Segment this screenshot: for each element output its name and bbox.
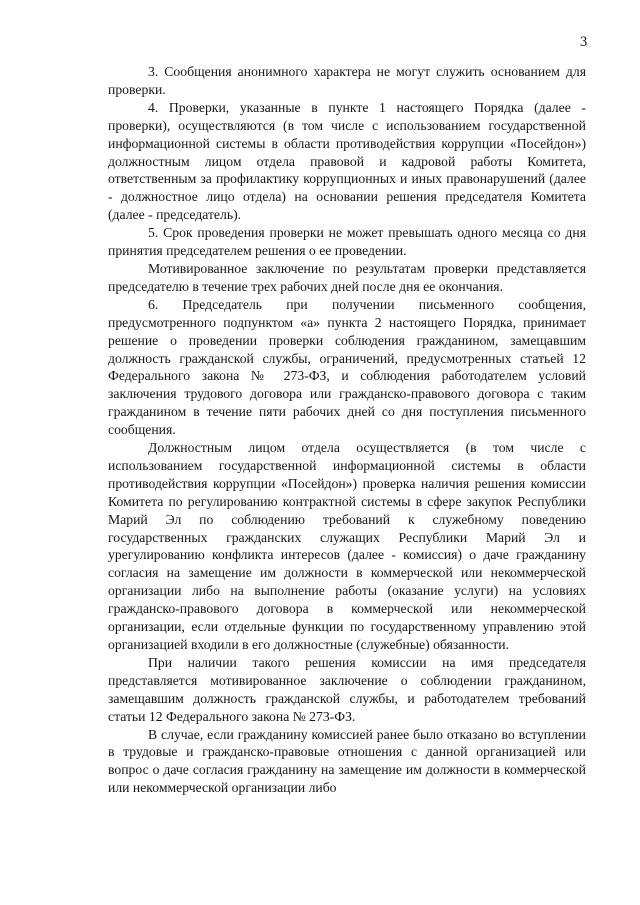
paragraph-inspection-term: 5. Срок проведения проверки не может превышать одного месяца со дня принятия председателем решения о ее проведении. bbox=[108, 225, 586, 259]
paragraph-commission-decision: При наличии такого решения комиссии на имя председателя представляется мотивированное заключение о соблюдении гражданином, замещавшим должность гражданской службы, и работодателем требований статьи 12 Федерального закона № 273-ФЗ. bbox=[108, 654, 586, 724]
page-number: 3 bbox=[580, 34, 588, 50]
paragraph-anonymous-messages: 3. Сообщения анонимного характера не могут служить основанием для проверки. bbox=[108, 64, 586, 97]
paragraph-refusal-case: В случае, если гражданину комиссией ранее было отказано во вступлении в трудовые и гражданско-правовые отношения с данной организацией или вопрос о даче согласия гражданину на замещение им должности в коммерческой или некоммерческой организации либо bbox=[108, 726, 586, 796]
paragraph-inspections-conducted: 4. Проверки, указанные в пункте 1 настоящего Порядка (далее - проверки), осуществляются (в том числе с использованием государственной информационной системы в области противодействия коррупции «Посейдон») должностным лицом отдела правовой и кадровой работы Комитета, ответственным за профилактику коррупционных и иных правонарушений (далее - должностное лицо отдела) на основании решения председателя Комитета (далее - председатель). bbox=[108, 99, 586, 223]
document-body bbox=[108, 63, 586, 797]
paragraph-commission-check: Должностным лицом отдела осуществляется (в том числе с использованием государственной информационной системы в области противодействия коррупции «Посейдон») проверка наличия решения комиссии Комитета по регулированию контрактной системы в сфере закупок Республики Марий Эл по соблюдению требований к служебному поведению государственных гражданских служащих Республики Марий Эл и урегулированию конфликта интересов (далее - комиссия) о даче гражданину согласия на замещение им должности в коммерческой или некоммерческой организации либо на выполнение работы (оказание услуги) на условиях гражданско-правового договора в коммерческой или некоммерческой организации, если отдельные функции по государственному управлению этой организацией входили в его должностные (служебные) обязанности. bbox=[108, 440, 586, 652]
paragraph-reasoned-conclusion: Мотивированное заключение по результатам проверки представляется председателю в течение трех рабочих дней после дня ее окончания. bbox=[108, 260, 586, 294]
paragraph-chairman-decision: 6. Председатель при получении письменного сообщения, предусмотренного подпунктом «а» пункта 2 настоящего Порядка, принимает решение о проведении проверки соблюдения гражданином, замещавшим должность гражданской службы, ограничений, предусмотренных статьей 12 Федерального закона № 273-ФЗ, и соблюдения работодателем условий заключения трудового договора или гражданско-правового договора с таким гражданином в течение пяти рабочих дней со дня поступления письменного сообщения. bbox=[108, 296, 586, 438]
